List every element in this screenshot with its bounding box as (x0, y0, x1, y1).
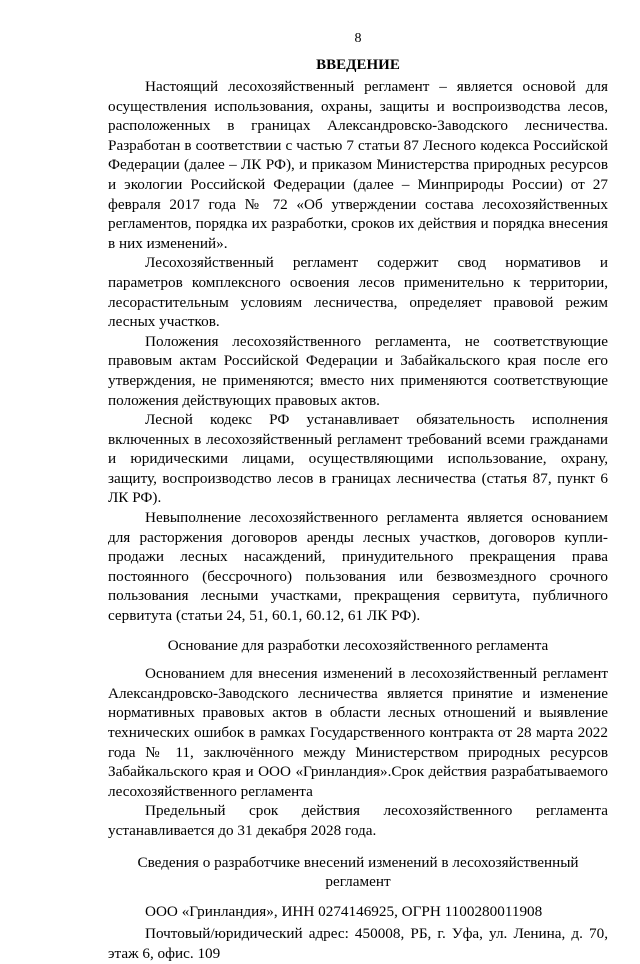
basis-heading: Основание для разработки лесохозяйственного регламента (167, 636, 549, 654)
basis-paragraph: Основанием для внесения изменений в лесохозяйственный регламент Александровско-Заводского лесничества является принятие и изменение нормативных правовых актов в области лесных отношений и выявление технических ошибок в рамках Государственного контракта от 28 марта 2022 года № 11, заключённого между Министерством природных ресурсов Забайкальского края и ООО «Гринландия».Срок действия разрабатываемого лесохозяйственного регламента (108, 665, 608, 800)
section-title: ВВЕДЕНИЕ (316, 57, 400, 73)
developer-paragraph: ООО «Гринландия», ИНН 0274146925, ОГРН 1100280011908 (145, 902, 543, 920)
document-page (108, 30, 608, 964)
intro-paragraph: Положения лесохозяйственного регламента, не соответствующие правовым актам Российской Федерации и Забайкальского края после его утверждения, не применяются; вместо них применяются соответствующие положения действующих правовых актов. (108, 332, 608, 409)
basis-paragraph: Предельный срок действия лесохозяйственного регламента устанавливается до 31 декабря 2028 года. (108, 802, 608, 839)
intro-paragraph: Лесной кодекс РФ устанавливает обязательность исполнения включенных в лесохозяйственный регламент требований всеми гражданами и юридическими лицами, осуществляющими использование, охрану, защиту, воспроизводство лесов в границах лесничества (статья 87, пункт 6 ЛК РФ). (108, 411, 608, 507)
intro-paragraph: Настоящий лесохозяйственный регламент – является основой для осуществления использования, охраны, защиты и воспроизводства лесов, расположенных в границах Александровско-Заводского лесничества. Разработан в соответствии с частью 7 статьи 87 Лесного кодекса Российской Федерации (далее – ЛК РФ), и приказом Министерства природных ресурсов и экологии Российской Федерации (далее – Минприроды России) от 27 февраля 2017 года № 72 «Об утверждении состава лесохозяйственных регламентов, порядка их разработки, сроков их действия и порядка внесения в них изменений». (108, 78, 608, 252)
intro-paragraph: Лесохозяйственный регламент содержит свод нормативов и параметров комплексного освоения лесов применительно к территории, лесорастительным условиям лесничества, определяет правовой режим лесных участков. (108, 254, 608, 331)
intro-paragraph: Невыполнение лесохозяйственного регламента является основанием для расторжения договоров аренды лесных участков, договоров купли-продажи лесных насаждений, принудительного прекращения права постоянного (бессрочного) пользования или безвозмездного срочного пользования лесными участками, прекращения сервитута, публичного сервитута (статьи 24, 51, 60.1, 60.12, 61 ЛК РФ). (108, 509, 608, 625)
developer-heading: Сведения о разработчике внесений изменений в лесохозяйственный регламент (137, 853, 579, 891)
page-number: 8 (354, 31, 362, 46)
developer-paragraph: Почтовый/юридический адрес: 450008, РБ, г. Уфа, ул. Ленина, д. 70, этаж 6, офис. 109 (108, 925, 608, 962)
